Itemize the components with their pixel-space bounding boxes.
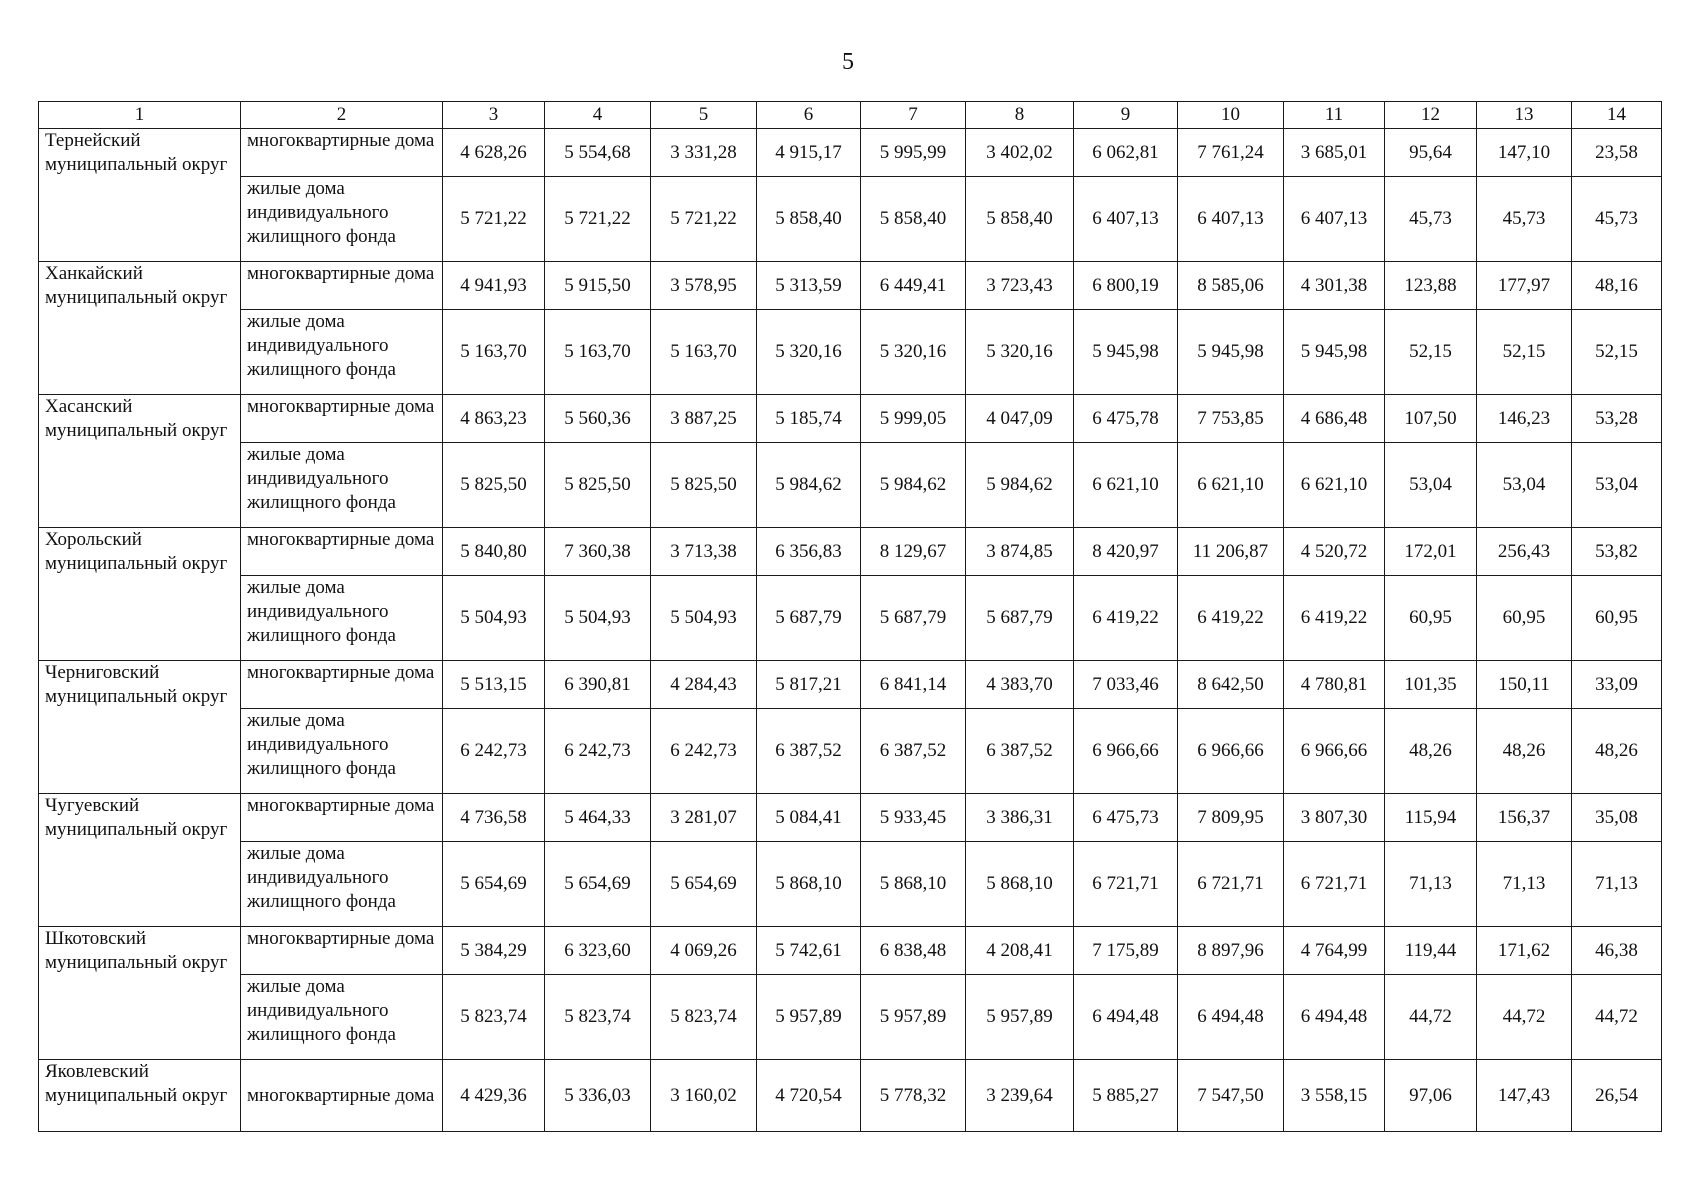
- column-number-13: 13: [1477, 102, 1572, 129]
- value-col-13: 71,13: [1477, 842, 1572, 927]
- value-col-10: 7 761,24: [1178, 129, 1284, 177]
- value-col-14: 45,73: [1572, 177, 1662, 262]
- value-col-10: 6 494,48: [1178, 975, 1284, 1060]
- table-row: [39, 1060, 1662, 1132]
- housing-type: многоквартирные дома: [241, 794, 443, 842]
- value-col-8: 4 047,09: [966, 395, 1074, 443]
- region-name: Ханкайский муниципальный округ: [39, 262, 241, 395]
- value-col-11: 5 945,98: [1284, 310, 1385, 395]
- column-number-row: [39, 102, 1662, 129]
- region-name: Яковлевский муниципальный округ: [39, 1060, 241, 1132]
- table-row: [39, 395, 1662, 443]
- value-col-11: 3 807,30: [1284, 794, 1385, 842]
- value-col-5: 6 242,73: [651, 709, 757, 794]
- value-col-4: 5 915,50: [545, 262, 651, 310]
- value-col-9: 7 175,89: [1074, 927, 1178, 975]
- housing-type: жилые дома индивидуального жилищного фонда: [241, 709, 443, 794]
- value-col-9: 6 966,66: [1074, 709, 1178, 794]
- value-col-3: 4 941,93: [443, 262, 545, 310]
- value-col-7: 5 933,45: [861, 794, 966, 842]
- table-row: [39, 661, 1662, 709]
- value-col-12: 97,06: [1385, 1060, 1477, 1132]
- value-col-3: 5 823,74: [443, 975, 545, 1060]
- region-name: Хасанский муниципальный округ: [39, 395, 241, 528]
- value-col-9: 6 475,78: [1074, 395, 1178, 443]
- value-col-6: 5 320,16: [757, 310, 861, 395]
- value-col-4: 5 825,50: [545, 443, 651, 528]
- value-col-8: 5 320,16: [966, 310, 1074, 395]
- value-col-13: 48,26: [1477, 709, 1572, 794]
- table-row: [39, 576, 1662, 661]
- value-col-13: 53,04: [1477, 443, 1572, 528]
- region-name: Шкотовский муниципальный округ: [39, 927, 241, 1060]
- housing-type: жилые дома индивидуального жилищного фонда: [241, 177, 443, 262]
- value-col-5: 5 504,93: [651, 576, 757, 661]
- value-col-14: 60,95: [1572, 576, 1662, 661]
- page-number: 5: [842, 49, 854, 75]
- column-number-8: 8: [966, 102, 1074, 129]
- value-col-7: 5 320,16: [861, 310, 966, 395]
- value-col-6: 5 817,21: [757, 661, 861, 709]
- value-col-12: 123,88: [1385, 262, 1477, 310]
- value-col-12: 52,15: [1385, 310, 1477, 395]
- table-row: [39, 129, 1662, 177]
- housing-type: жилые дома индивидуального жилищного фонда: [241, 576, 443, 661]
- value-col-5: 4 284,43: [651, 661, 757, 709]
- housing-type: многоквартирные дома: [241, 927, 443, 975]
- value-col-11: 6 419,22: [1284, 576, 1385, 661]
- value-col-14: 48,26: [1572, 709, 1662, 794]
- value-col-6: 5 984,62: [757, 443, 861, 528]
- value-col-4: 5 504,93: [545, 576, 651, 661]
- value-col-9: 6 721,71: [1074, 842, 1178, 927]
- value-col-12: 45,73: [1385, 177, 1477, 262]
- value-col-10: 8 585,06: [1178, 262, 1284, 310]
- value-col-5: 3 578,95: [651, 262, 757, 310]
- column-number-7: 7: [861, 102, 966, 129]
- value-col-11: 4 301,38: [1284, 262, 1385, 310]
- value-col-14: 44,72: [1572, 975, 1662, 1060]
- value-col-3: 5 840,80: [443, 528, 545, 576]
- value-col-14: 23,58: [1572, 129, 1662, 177]
- value-col-5: 3 331,28: [651, 129, 757, 177]
- column-number-11: 11: [1284, 102, 1385, 129]
- value-col-8: 5 957,89: [966, 975, 1074, 1060]
- value-col-9: 6 407,13: [1074, 177, 1178, 262]
- value-col-3: 5 384,29: [443, 927, 545, 975]
- value-col-5: 3 281,07: [651, 794, 757, 842]
- value-col-14: 71,13: [1572, 842, 1662, 927]
- value-col-10: 6 419,22: [1178, 576, 1284, 661]
- value-col-3: 5 504,93: [443, 576, 545, 661]
- housing-type: жилые дома индивидуального жилищного фонда: [241, 975, 443, 1060]
- value-col-12: 53,04: [1385, 443, 1477, 528]
- value-col-4: 7 360,38: [545, 528, 651, 576]
- housing-type: многоквартирные дома: [241, 395, 443, 443]
- value-col-4: 5 560,36: [545, 395, 651, 443]
- table-row: [39, 262, 1662, 310]
- value-col-3: 5 721,22: [443, 177, 545, 262]
- value-col-14: 53,28: [1572, 395, 1662, 443]
- value-col-12: 95,64: [1385, 129, 1477, 177]
- value-col-10: 11 206,87: [1178, 528, 1284, 576]
- value-col-12: 71,13: [1385, 842, 1477, 927]
- value-col-11: 4 780,81: [1284, 661, 1385, 709]
- value-col-6: 4 720,54: [757, 1060, 861, 1132]
- value-col-13: 147,10: [1477, 129, 1572, 177]
- value-col-13: 177,97: [1477, 262, 1572, 310]
- value-col-7: 5 868,10: [861, 842, 966, 927]
- value-col-13: 256,43: [1477, 528, 1572, 576]
- value-col-8: 3 386,31: [966, 794, 1074, 842]
- column-number-9: 9: [1074, 102, 1178, 129]
- value-col-11: 4 764,99: [1284, 927, 1385, 975]
- column-number-1: 1: [39, 102, 241, 129]
- value-col-10: 6 407,13: [1178, 177, 1284, 262]
- value-col-7: 5 957,89: [861, 975, 966, 1060]
- value-col-12: 115,94: [1385, 794, 1477, 842]
- value-col-5: 5 823,74: [651, 975, 757, 1060]
- table-row: [39, 177, 1662, 262]
- table-row: [39, 975, 1662, 1060]
- value-col-4: 5 654,69: [545, 842, 651, 927]
- value-col-14: 33,09: [1572, 661, 1662, 709]
- value-col-10: 7 809,95: [1178, 794, 1284, 842]
- value-col-12: 48,26: [1385, 709, 1477, 794]
- housing-type: жилые дома индивидуального жилищного фонда: [241, 443, 443, 528]
- value-col-10: 7 547,50: [1178, 1060, 1284, 1132]
- value-col-11: 6 966,66: [1284, 709, 1385, 794]
- value-col-9: 6 475,73: [1074, 794, 1178, 842]
- value-col-13: 146,23: [1477, 395, 1572, 443]
- column-number-12: 12: [1385, 102, 1477, 129]
- housing-type: многоквартирные дома: [241, 661, 443, 709]
- value-col-3: 5 654,69: [443, 842, 545, 927]
- value-col-13: 60,95: [1477, 576, 1572, 661]
- value-col-9: 8 420,97: [1074, 528, 1178, 576]
- value-col-6: 6 356,83: [757, 528, 861, 576]
- value-col-12: 101,35: [1385, 661, 1477, 709]
- value-col-5: 4 069,26: [651, 927, 757, 975]
- value-col-8: 3 239,64: [966, 1060, 1074, 1132]
- value-col-6: 5 742,61: [757, 927, 861, 975]
- value-col-4: 6 390,81: [545, 661, 651, 709]
- value-col-3: 4 429,36: [443, 1060, 545, 1132]
- value-col-14: 53,04: [1572, 443, 1662, 528]
- value-col-12: 60,95: [1385, 576, 1477, 661]
- value-col-13: 150,11: [1477, 661, 1572, 709]
- value-col-6: 5 868,10: [757, 842, 861, 927]
- table-row: [39, 927, 1662, 975]
- value-col-10: 6 721,71: [1178, 842, 1284, 927]
- value-col-8: 4 383,70: [966, 661, 1074, 709]
- value-col-10: 8 642,50: [1178, 661, 1284, 709]
- column-number-6: 6: [757, 102, 861, 129]
- value-col-11: 3 558,15: [1284, 1060, 1385, 1132]
- value-col-5: 3 160,02: [651, 1060, 757, 1132]
- value-col-3: 5 825,50: [443, 443, 545, 528]
- column-number-10: 10: [1178, 102, 1284, 129]
- value-col-11: 4 520,72: [1284, 528, 1385, 576]
- value-col-3: 4 628,26: [443, 129, 545, 177]
- column-number-14: 14: [1572, 102, 1662, 129]
- value-col-6: 5 313,59: [757, 262, 861, 310]
- value-col-8: 4 208,41: [966, 927, 1074, 975]
- table-row: [39, 709, 1662, 794]
- value-col-10: 8 897,96: [1178, 927, 1284, 975]
- value-col-7: 5 778,32: [861, 1060, 966, 1132]
- value-col-12: 119,44: [1385, 927, 1477, 975]
- value-col-6: 5 858,40: [757, 177, 861, 262]
- value-col-10: 5 945,98: [1178, 310, 1284, 395]
- value-col-10: 7 753,85: [1178, 395, 1284, 443]
- value-col-9: 6 062,81: [1074, 129, 1178, 177]
- value-col-11: 6 407,13: [1284, 177, 1385, 262]
- value-col-10: 6 966,66: [1178, 709, 1284, 794]
- region-name: Хорольский муниципальный округ: [39, 528, 241, 661]
- value-col-5: 5 654,69: [651, 842, 757, 927]
- tariff-table: [38, 101, 1662, 1132]
- value-col-4: 5 823,74: [545, 975, 651, 1060]
- value-col-13: 171,62: [1477, 927, 1572, 975]
- value-col-7: 5 995,99: [861, 129, 966, 177]
- value-col-14: 53,82: [1572, 528, 1662, 576]
- value-col-12: 107,50: [1385, 395, 1477, 443]
- table-row: [39, 528, 1662, 576]
- value-col-7: 5 984,62: [861, 443, 966, 528]
- value-col-13: 44,72: [1477, 975, 1572, 1060]
- housing-type: многоквартирные дома: [241, 129, 443, 177]
- value-col-14: 46,38: [1572, 927, 1662, 975]
- value-col-13: 147,43: [1477, 1060, 1572, 1132]
- value-col-11: 6 494,48: [1284, 975, 1385, 1060]
- value-col-10: 6 621,10: [1178, 443, 1284, 528]
- value-col-11: 6 621,10: [1284, 443, 1385, 528]
- value-col-8: 6 387,52: [966, 709, 1074, 794]
- value-col-9: 7 033,46: [1074, 661, 1178, 709]
- value-col-5: 3 887,25: [651, 395, 757, 443]
- value-col-7: 6 449,41: [861, 262, 966, 310]
- value-col-6: 5 185,74: [757, 395, 861, 443]
- value-col-3: 5 513,15: [443, 661, 545, 709]
- value-col-8: 3 402,02: [966, 129, 1074, 177]
- value-col-5: 5 163,70: [651, 310, 757, 395]
- value-col-13: 45,73: [1477, 177, 1572, 262]
- value-col-11: 4 686,48: [1284, 395, 1385, 443]
- value-col-4: 5 554,68: [545, 129, 651, 177]
- value-col-8: 5 687,79: [966, 576, 1074, 661]
- value-col-12: 44,72: [1385, 975, 1477, 1060]
- value-col-3: 5 163,70: [443, 310, 545, 395]
- region-name: Чугуевский муниципальный округ: [39, 794, 241, 927]
- value-col-4: 6 242,73: [545, 709, 651, 794]
- value-col-6: 6 387,52: [757, 709, 861, 794]
- value-col-14: 48,16: [1572, 262, 1662, 310]
- value-col-5: 5 825,50: [651, 443, 757, 528]
- value-col-5: 5 721,22: [651, 177, 757, 262]
- value-col-9: 6 621,10: [1074, 443, 1178, 528]
- value-col-8: 3 723,43: [966, 262, 1074, 310]
- value-col-6: 5 957,89: [757, 975, 861, 1060]
- value-col-7: 5 687,79: [861, 576, 966, 661]
- value-col-7: 6 841,14: [861, 661, 966, 709]
- value-col-8: 3 874,85: [966, 528, 1074, 576]
- housing-type: многоквартирные дома: [241, 528, 443, 576]
- value-col-9: 5 885,27: [1074, 1060, 1178, 1132]
- value-col-9: 5 945,98: [1074, 310, 1178, 395]
- value-col-11: 3 685,01: [1284, 129, 1385, 177]
- value-col-3: 4 736,58: [443, 794, 545, 842]
- value-col-8: 5 858,40: [966, 177, 1074, 262]
- value-col-14: 52,15: [1572, 310, 1662, 395]
- housing-type: жилые дома индивидуального жилищного фонда: [241, 842, 443, 927]
- value-col-3: 6 242,73: [443, 709, 545, 794]
- value-col-7: 6 838,48: [861, 927, 966, 975]
- value-col-9: 6 800,19: [1074, 262, 1178, 310]
- value-col-12: 172,01: [1385, 528, 1477, 576]
- table-row: [39, 443, 1662, 528]
- value-col-6: 5 084,41: [757, 794, 861, 842]
- region-name: Тернейский муниципальный округ: [39, 129, 241, 262]
- value-col-11: 6 721,71: [1284, 842, 1385, 927]
- value-col-4: 5 336,03: [545, 1060, 651, 1132]
- value-col-8: 5 984,62: [966, 443, 1074, 528]
- value-col-4: 5 721,22: [545, 177, 651, 262]
- value-col-7: 5 999,05: [861, 395, 966, 443]
- housing-type: многоквартирные дома: [241, 1060, 443, 1132]
- value-col-7: 5 858,40: [861, 177, 966, 262]
- housing-type: многоквартирные дома: [241, 262, 443, 310]
- table-body: [39, 129, 1662, 1132]
- value-col-5: 3 713,38: [651, 528, 757, 576]
- column-number-4: 4: [545, 102, 651, 129]
- value-col-4: 6 323,60: [545, 927, 651, 975]
- value-col-6: 4 915,17: [757, 129, 861, 177]
- column-number-5: 5: [651, 102, 757, 129]
- table-row: [39, 310, 1662, 395]
- value-col-8: 5 868,10: [966, 842, 1074, 927]
- value-col-3: 4 863,23: [443, 395, 545, 443]
- value-col-13: 156,37: [1477, 794, 1572, 842]
- value-col-4: 5 464,33: [545, 794, 651, 842]
- value-col-6: 5 687,79: [757, 576, 861, 661]
- value-col-7: 6 387,52: [861, 709, 966, 794]
- value-col-14: 26,54: [1572, 1060, 1662, 1132]
- value-col-7: 8 129,67: [861, 528, 966, 576]
- table-header: [39, 102, 1662, 129]
- table-row: [39, 842, 1662, 927]
- region-name: Черниговский муниципальный округ: [39, 661, 241, 794]
- table-row: [39, 794, 1662, 842]
- value-col-9: 6 494,48: [1074, 975, 1178, 1060]
- value-col-4: 5 163,70: [545, 310, 651, 395]
- column-number-2: 2: [241, 102, 443, 129]
- value-col-13: 52,15: [1477, 310, 1572, 395]
- value-col-14: 35,08: [1572, 794, 1662, 842]
- housing-type: жилые дома индивидуального жилищного фонда: [241, 310, 443, 395]
- column-number-3: 3: [443, 102, 545, 129]
- value-col-9: 6 419,22: [1074, 576, 1178, 661]
